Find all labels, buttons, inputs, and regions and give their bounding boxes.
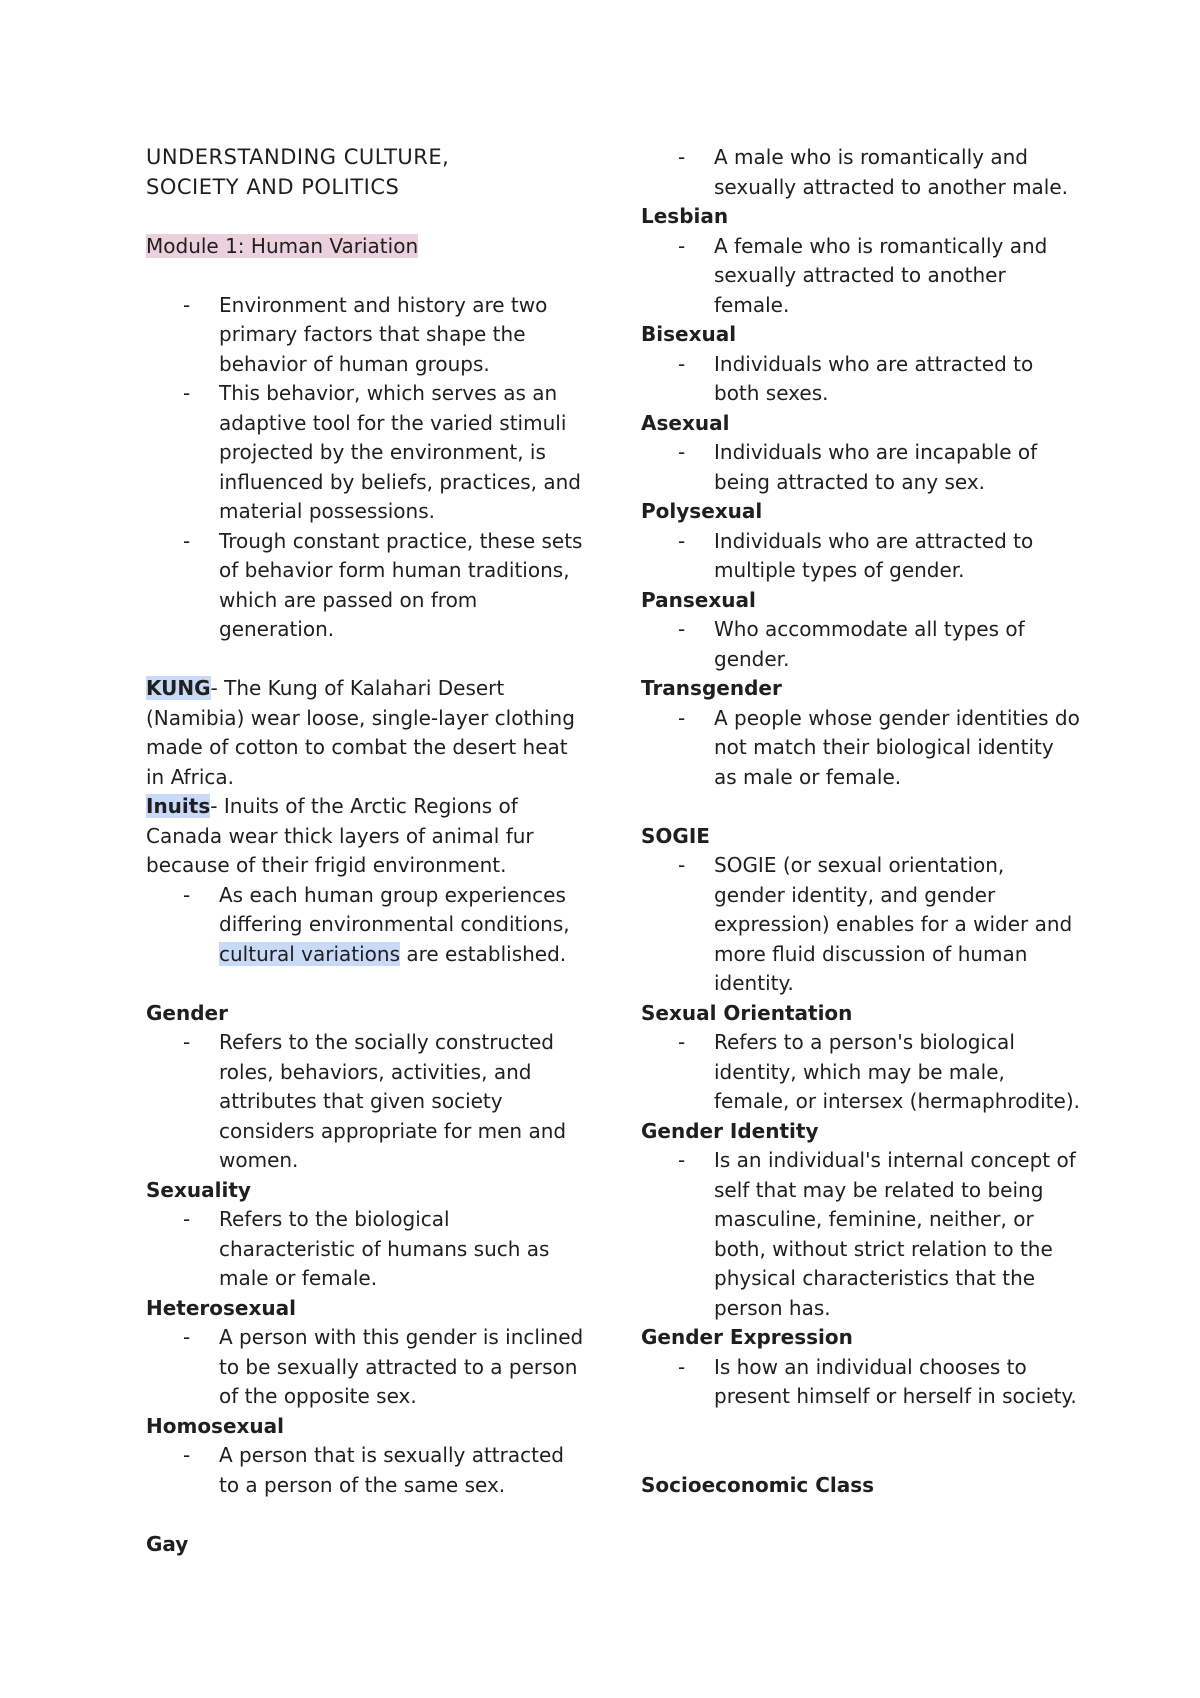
kung-term: KUNG (146, 676, 211, 700)
list-item (146, 291, 586, 380)
list-item (641, 1028, 1081, 1117)
dash-marker: - (183, 381, 191, 405)
lesbian-heading: Lesbian (641, 204, 729, 228)
title-line-2: SOCIETY AND POLITICS (146, 174, 400, 199)
dash-marker: - (183, 882, 191, 907)
list-item (641, 851, 1081, 999)
sexuality-heading: Sexuality (146, 1177, 251, 1202)
inuits-paragraph (146, 792, 586, 881)
gender-heading: Gender (146, 1000, 228, 1025)
pansexual-list (641, 615, 1081, 674)
list-item-text: A female who is romantically and sexually attracted to another female. (714, 233, 1048, 317)
dash-marker: - (678, 440, 686, 464)
kung-text: - The Kung of Kalahari Desert (Namibia) wear loose, single-layer clothing made of cotton to combat the desert heat in Africa. (146, 676, 575, 789)
list-item-text: Refers to the socially constructed roles, behaviors, activities, and attributes that given society considers appropriate for men and women. (219, 1030, 567, 1172)
list-item-text: Environment and history are two primary factors that shape the behavior of human groups. (219, 292, 548, 376)
dash-marker: - (183, 528, 191, 553)
polysexual-heading: Polysexual (641, 499, 763, 523)
variation-text-pre: As each human group experiences differing environmental conditions, (219, 882, 570, 936)
gay-heading: Gay (146, 1531, 189, 1556)
pansexual-heading: Pansexual (641, 587, 756, 612)
heterosexual-list (146, 1323, 586, 1412)
list-item-text: Is how an individual chooses to present himself or herself in society. (714, 1354, 1077, 1408)
dash-marker: - (678, 853, 686, 877)
list-item (146, 527, 586, 645)
transgender-heading: Transgender (641, 676, 782, 700)
list-item-text: A person with this gender is inclined to be sexually attracted to a person of the opposite sex. (219, 1325, 584, 1408)
list-item (641, 232, 1081, 321)
module-heading-wrap (146, 232, 586, 262)
list-item-text: Is an individual's internal concept of self that may be related to being masculine, feminine, neither, or both, without strict relation to the physical characteristics that the person has. (714, 1148, 1076, 1320)
list-item-text: Individuals who are incapable of being attracted to any sex. (714, 440, 1038, 494)
transgender-list (641, 704, 1081, 793)
list-item (641, 527, 1081, 586)
list-item-text: Refers to the biological characteristic of humans such as male or female. (219, 1207, 550, 1290)
kung-paragraph (146, 674, 586, 792)
list-item-text: This behavior, which serves as an adaptive tool for the varied stimuli projected by the environment, is influenced by beliefs, practices, and material possessions. (219, 381, 581, 523)
list-item (146, 1028, 586, 1176)
socioeconomic-class-heading: Socioeconomic Class (641, 1472, 875, 1497)
dash-marker: - (183, 1207, 191, 1231)
list-item (146, 379, 586, 527)
cultural-variations-highlight: cultural variations (219, 941, 400, 966)
list-item-text: Who accommodate all types of gender. (714, 617, 1025, 671)
right-column (641, 143, 1081, 1500)
list-item (641, 438, 1081, 497)
list-item (641, 704, 1081, 793)
list-item (146, 881, 586, 970)
dash-marker: - (678, 1354, 686, 1379)
dash-marker: - (678, 233, 686, 258)
list-item (641, 1146, 1081, 1323)
sogie-list (641, 851, 1081, 999)
dash-marker: - (183, 1030, 191, 1054)
heterosexual-heading: Heterosexual (146, 1295, 296, 1320)
left-column (146, 143, 586, 1559)
homosexual-heading: Homosexual (146, 1413, 285, 1438)
gender-expression-list (641, 1353, 1081, 1412)
dash-marker: - (183, 1443, 191, 1467)
list-item-text: A male who is romantically and sexually attracted to another male. (714, 145, 1069, 199)
document-title (146, 143, 586, 202)
gender-identity-heading: Gender Identity (641, 1118, 819, 1143)
list-item-text: A person that is sexually attracted to a person of the same sex. (219, 1443, 564, 1497)
list-item-text: SOGIE (or sexual orientation, gender identity, and gender expression) enables for a wider and more fluid discussion of human identity. (714, 853, 1073, 995)
bisexual-list (641, 350, 1081, 409)
dash-marker: - (678, 617, 686, 641)
dash-marker: - (183, 1325, 191, 1349)
title-line-1: UNDERSTANDING CULTURE, (146, 145, 450, 169)
sexuality-list (146, 1205, 586, 1294)
module-heading: Module 1: Human Variation (146, 233, 419, 258)
list-item-text: Individuals who are attracted to both sexes. (714, 351, 1034, 405)
sogie-heading: SOGIE (641, 823, 710, 848)
dash-marker: - (183, 292, 191, 317)
dash-marker: - (678, 351, 686, 376)
sexual-orientation-heading: Sexual Orientation (641, 1000, 853, 1025)
dash-marker: - (678, 528, 686, 553)
list-item (641, 143, 1081, 202)
gender-expression-heading: Gender Expression (641, 1325, 853, 1349)
lesbian-list (641, 232, 1081, 321)
dash-marker: - (678, 705, 686, 730)
gender-identity-list (641, 1146, 1081, 1323)
inuits-text: - Inuits of the Arctic Regions of Canada wear thick layers of animal fur because of their frigid environment. (146, 794, 534, 877)
gender-list (146, 1028, 586, 1176)
list-item-text: Individuals who are attracted to multiple types of gender. (714, 528, 1034, 582)
polysexual-list (641, 527, 1081, 586)
list-item-text: Trough constant practice, these sets of behavior form human traditions, which are passed on from generation. (219, 528, 583, 641)
gay-list (641, 143, 1081, 202)
homosexual-list (146, 1441, 586, 1500)
list-item-text: A people whose gender identities do not match their biological identity as male or female. (714, 705, 1080, 789)
asexual-list (641, 438, 1081, 497)
list-item (146, 1205, 586, 1294)
bisexual-heading: Bisexual (641, 322, 737, 346)
dash-marker: - (678, 145, 686, 169)
list-item (641, 350, 1081, 409)
variation-list (146, 881, 586, 970)
inuits-term: Inuits (146, 794, 211, 818)
list-item-text: Refers to a person's biological identity, which may be male, female, or intersex (hermaphrodite). (714, 1030, 1080, 1113)
list-item (641, 615, 1081, 674)
dash-marker: - (678, 1148, 686, 1172)
dash-marker: - (678, 1030, 686, 1054)
asexual-heading: Asexual (641, 410, 730, 435)
variation-text-post: are established. (400, 941, 567, 966)
intro-list (146, 291, 586, 645)
list-item (641, 1353, 1081, 1412)
list-item (146, 1441, 586, 1500)
sexual-orientation-list (641, 1028, 1081, 1117)
list-item (146, 1323, 586, 1412)
